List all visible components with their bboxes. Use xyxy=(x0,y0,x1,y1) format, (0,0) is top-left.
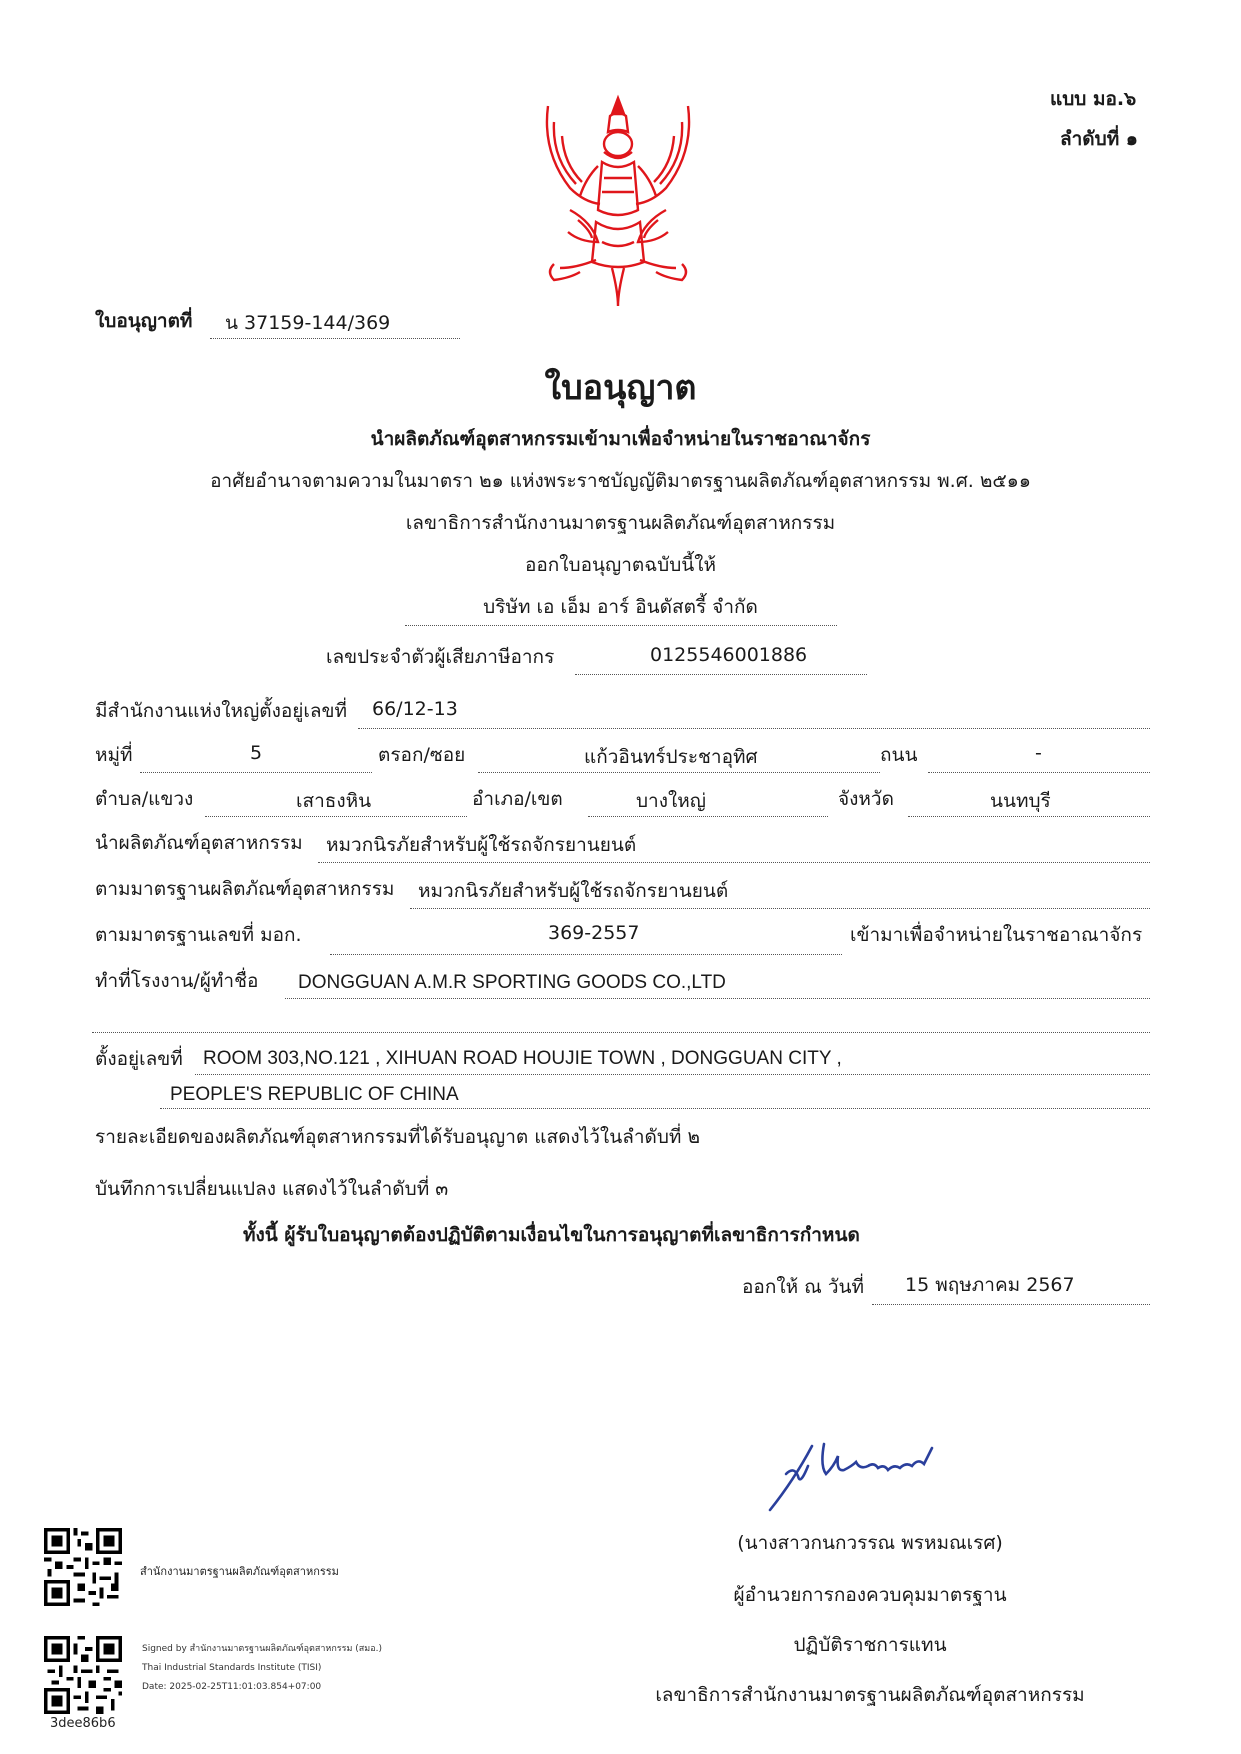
factory-label: ทำที่โรงงาน/ผู้ทำชื่อ xyxy=(95,970,259,992)
office-label: มีสำนักงานแห่งใหญ่ตั้งอยู่เลขที่ xyxy=(95,700,348,722)
footer-org: สำนักงานมาตรฐานผลิตภัณฑ์อุตสาหกรรม xyxy=(140,1565,339,1578)
amphoe-line xyxy=(588,816,828,817)
province-line xyxy=(908,816,1150,817)
footer-code: 3dee86b6 xyxy=(50,1716,116,1731)
issuer-line: เลขาธิการสำนักงานมาตรฐานผลิตภัณฑ์อุตสาหกรรม xyxy=(405,512,836,534)
issued-date: 15 พฤษภาคม 2567 xyxy=(905,1274,1075,1296)
province-label: จังหวัด xyxy=(838,788,894,810)
tambon-label: ตำบล/แขวง xyxy=(95,788,194,810)
road-line xyxy=(928,772,1150,773)
licensee-name: บริษัท เอ เอ็ม อาร์ อินดัสตรี้ จำกัด xyxy=(483,596,758,618)
garuda-emblem xyxy=(540,92,696,310)
product-label: นำผลิตภัณฑ์อุตสาหกรรม xyxy=(95,832,303,854)
soi-line xyxy=(478,772,880,773)
product-value: หมวกนิรภัยสำหรับผู้ใช้รถจักรยานยนต์ xyxy=(326,834,637,856)
amphoe-value: บางใหญ่ xyxy=(636,790,706,812)
road-value: - xyxy=(1035,742,1042,764)
location-line1: ROOM 303,NO.121 , XIHUAN ROAD HOUJIE TOWN , DONGGUAN CITY , xyxy=(203,1048,842,1069)
tax-label: เลขประจำตัวผู้เสียภาษีอากร xyxy=(326,646,555,668)
office-value: 66/12-13 xyxy=(372,698,458,720)
qr-code-icon xyxy=(44,1636,122,1714)
order-number: ลำดับที่ ๑ xyxy=(1060,128,1138,150)
tambon-value: เสาธงหิน xyxy=(296,790,372,812)
condition-line: ทั้งนี้ ผู้รับใบอนุญาตต้องปฏิบัติตามเงื่อนไขในการอนุญาตที่เลขาธิการกำหนด xyxy=(243,1224,860,1246)
tax-line xyxy=(575,674,867,675)
signatory-acting: ปฏิบัติราชการแทน xyxy=(793,1634,947,1656)
amphoe-label: อำเภอ/เขต xyxy=(472,788,563,810)
product-line xyxy=(318,862,1150,863)
issue-to-line: ออกใบอนุญาตฉบับนี้ให้ xyxy=(524,554,717,576)
moo-value: 5 xyxy=(250,742,263,764)
standard-no-line xyxy=(330,954,842,955)
tambon-line xyxy=(205,816,467,817)
location-line-1 xyxy=(195,1074,1150,1075)
signatory-name: (นางสาวกนกวรรณ พรหมณเรศ) xyxy=(737,1532,1003,1554)
issued-line xyxy=(872,1304,1150,1305)
province-value: นนทบุรี xyxy=(990,790,1051,812)
licensee-line xyxy=(405,625,837,626)
soi-label: ตรอก/ซอย xyxy=(378,744,466,766)
factory-line-2 xyxy=(92,1032,1150,1033)
issued-label: ออกให้ ณ วันที่ xyxy=(742,1276,865,1298)
standard-no-label: ตามมาตรฐานเลขที่ มอก. xyxy=(95,924,302,946)
form-code: แบบ มอ.๖ xyxy=(1050,88,1137,110)
location-line-2 xyxy=(160,1108,1150,1109)
license-no-line xyxy=(210,338,460,339)
import-purpose: เข้ามาเพื่อจำหน่ายในราชอาณาจักร xyxy=(850,924,1143,946)
signatory-office: เลขาธิการสำนักงานมาตรฐานผลิตภัณฑ์อุตสาหกรรม xyxy=(655,1684,1085,1706)
moo-label: หมู่ที่ xyxy=(95,744,133,766)
soi-value: แก้วอินทร์ประชาอุทิศ xyxy=(584,746,758,768)
factory-line xyxy=(285,998,1150,999)
footer-date: Date: 2025-02-25T11:01:03.854+07:00 xyxy=(142,1682,322,1692)
moo-line xyxy=(140,772,372,773)
standard-no-value: 369-2557 xyxy=(548,922,640,944)
footer-signed-by: Signed by สำนักงานมาตรฐานผลิตภัณฑ์อุตสาหกรรม (สมอ.) xyxy=(142,1644,382,1654)
standard-value: หมวกนิรภัยสำหรับผู้ใช้รถจักรยานยนต์ xyxy=(418,880,729,902)
license-no-value: น 37159-144/369 xyxy=(225,312,391,334)
road-label: ถนน xyxy=(880,744,918,766)
page-title: ใบอนุญาต xyxy=(544,368,697,408)
changes-line: บันทึกการเปลี่ยนแปลง แสดงไว้ในลำดับที่ ๓ xyxy=(95,1178,449,1200)
footer-institute: Thai Industrial Standards Institute (TISI) xyxy=(142,1663,322,1673)
details-line: รายละเอียดของผลิตภัณฑ์อุตสาหกรรมที่ได้รับอนุญาต แสดงไว้ในลำดับที่ ๒ xyxy=(95,1126,700,1148)
factory-value: DONGGUAN A.M.R SPORTING GOODS CO.,LTD xyxy=(298,972,726,993)
tax-value: 0125546001886 xyxy=(650,644,808,666)
qr-code-icon xyxy=(44,1528,122,1606)
authority-line: อาศัยอำนาจตามความในมาตรา ๒๑ แห่งพระราชบัญญัติมาตรฐานผลิตภัณฑ์อุตสาหกรรม พ.ศ. ๒๕๑๑ xyxy=(210,470,1031,492)
office-line xyxy=(358,728,1150,729)
location-label: ตั้งอยู่เลขที่ xyxy=(95,1048,183,1070)
signature xyxy=(764,1436,984,1516)
standard-line xyxy=(410,908,1150,909)
subtitle: นำผลิตภัณฑ์อุตสาหกรรมเข้ามาเพื่อจำหน่ายในราชอาณาจักร xyxy=(370,428,871,450)
license-no-label: ใบอนุญาตที่ xyxy=(95,310,193,332)
standard-label: ตามมาตรฐานผลิตภัณฑ์อุตสาหกรรม xyxy=(95,878,395,900)
location-line2: PEOPLE'S REPUBLIC OF CHINA xyxy=(170,1084,459,1105)
signatory-position: ผู้อำนวยการกองควบคุมมาตรฐาน xyxy=(733,1584,1007,1606)
